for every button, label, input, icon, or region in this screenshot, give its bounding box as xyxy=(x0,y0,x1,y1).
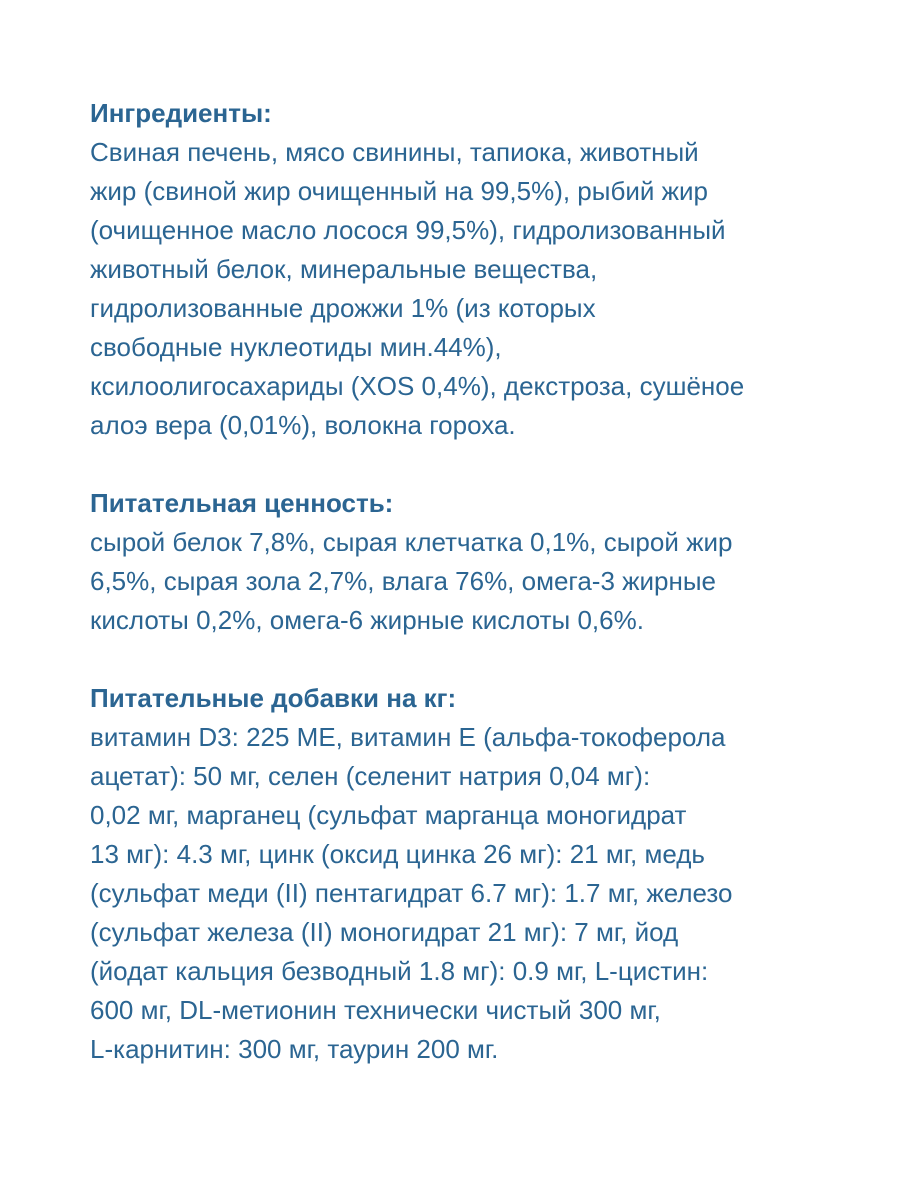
additives-line: 600 мг, DL-метионин технически чистый 300 мг, xyxy=(90,995,661,1025)
additives-section xyxy=(90,679,825,1069)
additives-line: витамин D3: 225 МЕ, витамин Е (альфа-токоферола xyxy=(90,722,726,752)
ingredients-line: ксилоолигосахариды (XOS 0,4%), декстроза, сушёное xyxy=(90,371,745,401)
ingredients-line: Свиная печень, мясо свинины, тапиока, животный xyxy=(90,137,699,167)
nutritional-value-section xyxy=(90,484,825,640)
nutritional-value-line: сырой белок 7,8%, сырая клетчатка 0,1%, сырой жир xyxy=(90,527,733,557)
ingredients-line: гидролизованные дрожжи 1% (из которых xyxy=(90,293,596,323)
ingredients-line: свободные нуклеотиды мин.44%), xyxy=(90,332,502,362)
additives-line: 13 мг): 4.3 мг, цинк (оксид цинка 26 мг): 21 мг, медь xyxy=(90,839,705,869)
nutritional-value-heading: Питательная ценность: xyxy=(90,488,394,518)
additives-line: (йодат кальция безводный 1.8 мг): 0.9 мг, L-цистин: xyxy=(90,956,709,986)
additives-line: (сульфат железа (II) моногидрат 21 мг): 7 мг, йод xyxy=(90,917,679,947)
document-page xyxy=(90,94,825,1108)
additives-line: 0,02 мг, марганец (сульфат марганца моногидрат xyxy=(90,800,687,830)
additives-heading: Питательные добавки на кг: xyxy=(90,683,457,713)
ingredients-line: жир (свиной жир очищенный на 99,5%), рыбий жир xyxy=(90,176,708,206)
additives-line: (сульфат меди (II) пентагидрат 6.7 мг): 1.7 мг, железо xyxy=(90,878,733,908)
ingredients-line: (очищенное масло лосося 99,5%), гидролизованный xyxy=(90,215,726,245)
nutritional-value-line: кислоты 0,2%, омега-6 жирные кислоты 0,6%. xyxy=(90,605,644,635)
ingredients-section xyxy=(90,94,825,445)
ingredients-line: животный белок, минеральные вещества, xyxy=(90,254,598,284)
ingredients-line: алоэ вера (0,01%), волокна гороха. xyxy=(90,410,516,440)
ingredients-heading: Ингредиенты: xyxy=(90,98,272,128)
nutritional-value-line: 6,5%, сырая зола 2,7%, влага 76%, омега-3 жирные xyxy=(90,566,717,596)
additives-line: L-карнитин: 300 мг, таурин 200 мг. xyxy=(90,1034,499,1064)
additives-line: ацетат): 50 мг, селен (селенит натрия 0,04 мг): xyxy=(90,761,651,791)
